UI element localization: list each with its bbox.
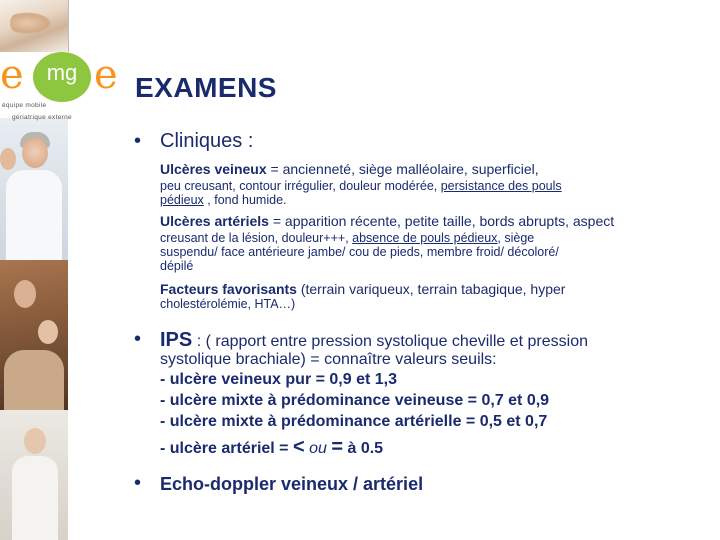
patient-photo: [0, 410, 68, 540]
arterial-term: Ulcères artériels: [160, 213, 269, 229]
ips-text: - ulcère artériel =: [160, 440, 293, 457]
echo-doppler-label: Echo-doppler veineux / artériel: [160, 474, 424, 494]
venous-line-2: [160, 180, 562, 193]
venous-text: = ancienneté, siège malléolaire, superficiel,: [266, 161, 539, 177]
ips-line-1: [160, 330, 588, 352]
factors-text: (terrain variqueux, terrain tabagique, hyper: [296, 281, 566, 297]
venous-text: , fond humide.: [203, 193, 287, 207]
factors-line-2: cholestérolémie, HTA…): [160, 297, 296, 311]
factors-line-1: [160, 282, 565, 297]
arterial-line-1: [160, 214, 614, 229]
caregiver-photo: [0, 118, 68, 260]
section-clinical-label: Cliniques :: [160, 130, 254, 152]
ips-threshold-mixed-venous: - ulcère mixte à prédominance veineuse = 0,7 et 0,9: [160, 392, 550, 409]
arterial-line-2: [160, 232, 534, 245]
bullet: •: [134, 130, 142, 152]
logo-tagline-2: gériatrique externe: [12, 114, 72, 121]
logo-letter-left: e: [0, 52, 24, 98]
emge-logo: [0, 52, 130, 126]
logo-center-text: mg: [46, 60, 78, 85]
bullet: •: [134, 472, 142, 494]
venous-term: Ulcères veineux: [160, 161, 267, 177]
ips-label: IPS: [160, 329, 193, 351]
venous-underlined: pédieux: [160, 193, 204, 207]
slide-title: EXAMENS: [135, 72, 277, 103]
ips-text: : ( rapport entre pression systolique cheville et pression: [192, 333, 588, 350]
handshake-photo: [0, 0, 68, 52]
logo-tagline-1: équipe mobile: [2, 102, 47, 109]
arterial-text: , siège: [497, 231, 535, 245]
arterial-underlined: absence de pouls pédieux: [352, 231, 498, 245]
equals-sign: =: [331, 436, 344, 458]
ips-text: ou: [304, 440, 332, 457]
ips-threshold-venous: - ulcère veineux pur = 0,9 et 1,3: [160, 371, 397, 388]
venous-line-3: [160, 194, 287, 207]
venous-text: peu creusant, contour irrégulier, douleur modérée,: [160, 179, 441, 193]
arterial-line-3: suspendu/ face antérieure jambe/ cou de pieds, membre froid/ décoloré/: [160, 245, 559, 259]
ips-line-2: systolique brachiale) = connaître valeurs seuils:: [160, 351, 497, 368]
ips-threshold-mixed-arterial: - ulcère mixte à prédominance artérielle = 0,5 et 0,7: [160, 413, 548, 430]
bullet: •: [134, 328, 142, 350]
venous-underlined: persistance des pouls: [440, 179, 562, 193]
arterial-line-4: dépilé: [160, 259, 194, 273]
ips-threshold-arterial: [160, 437, 383, 459]
factors-term: Facteurs favorisants: [160, 281, 297, 297]
logo-letter-right: e: [94, 52, 118, 98]
less-than-sign: <: [292, 436, 305, 458]
venous-line-1: [160, 162, 539, 177]
ips-text: à 0.5: [343, 440, 384, 457]
arterial-text: = apparition récente, petite taille, bords abrupts, aspect: [268, 213, 615, 229]
arterial-text: creusant de la lésion, douleur+++,: [160, 231, 353, 245]
elderly-care-photo: [0, 260, 68, 410]
divider: [68, 0, 69, 52]
